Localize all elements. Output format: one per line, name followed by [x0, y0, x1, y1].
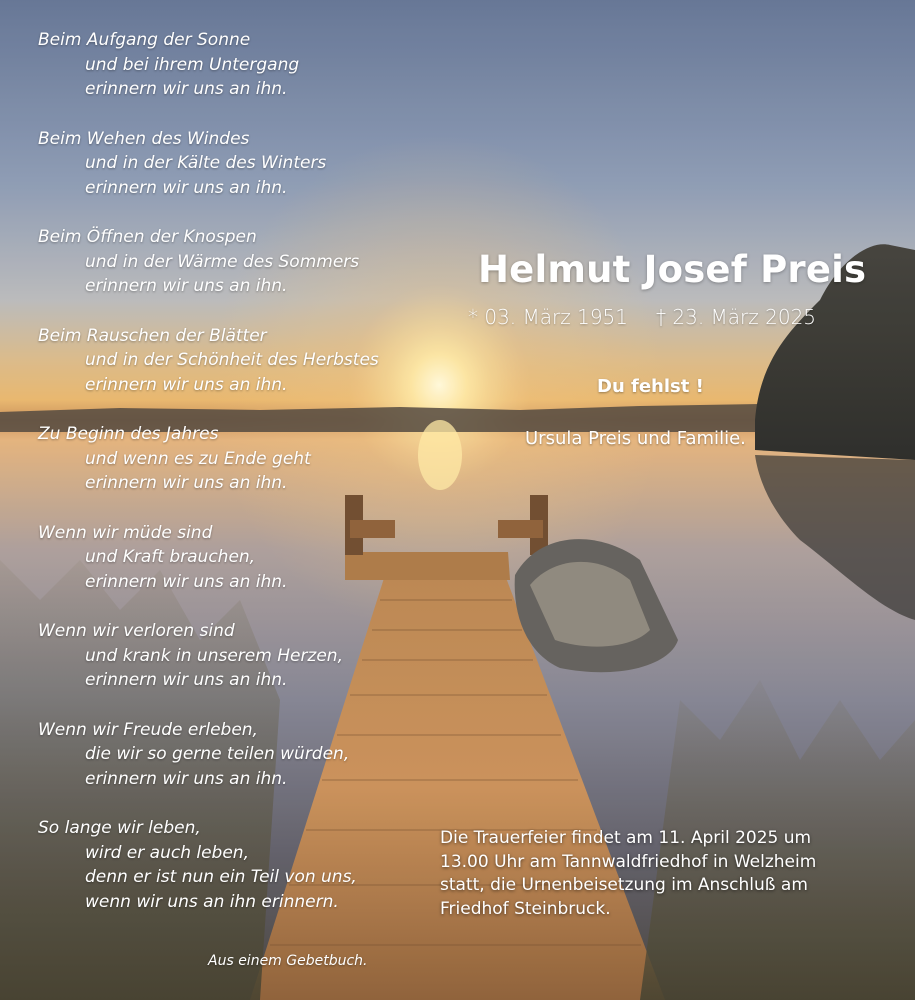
poem-line: und krank in unserem Herzen, [85, 645, 343, 666]
poem-stanza [38, 521, 438, 595]
poem-line: wenn wir uns an ihn erinnern. [85, 891, 339, 912]
poem-stanza [38, 816, 438, 914]
poem-line: denn er ist nun ein Teil von uns, [85, 867, 357, 887]
poem-line: wird er auch leben, [85, 842, 249, 863]
farewell-message: Du fehlst ! [597, 376, 704, 397]
life-dates [468, 305, 816, 329]
poem-line: erinnern wir uns an ihn. [85, 571, 288, 592]
poem-stanza [38, 127, 438, 201]
poem [38, 28, 438, 939]
poem-line: erinnern wir uns an ihn. [85, 177, 288, 198]
poem-line: Beim Wehen des Windes [38, 128, 250, 149]
poem-line: und in der Schönheit des Herbstes [85, 350, 379, 370]
poem-stanza [38, 718, 438, 792]
deceased-name: Helmut Josef Preis [478, 248, 867, 291]
poem-stanza [38, 225, 438, 299]
poem-line: Wenn wir Freude erleben, [38, 719, 258, 740]
poem-source: Aus einem Gebetbuch. [208, 953, 368, 969]
poem-line: und in der Wärme des Sommers [85, 251, 360, 272]
poem-line: Beim Aufgang der Sonne [38, 30, 251, 50]
funeral-line: 13.00 Uhr am Tannwaldfriedhof in Welzheim [440, 851, 817, 872]
funeral-notice [440, 827, 880, 921]
poem-stanza [38, 28, 438, 102]
poem-line: erinnern wir uns an ihn. [85, 768, 288, 789]
poem-stanza [38, 619, 438, 693]
poem-line: So lange wir leben, [38, 818, 201, 838]
poem-line: erinnern wir uns an ihn. [85, 473, 288, 493]
poem-line: und wenn es zu Ende geht [85, 448, 311, 469]
poem-line: und Kraft brauchen, [85, 547, 256, 567]
funeral-line: Friedhof Steinbruck. [440, 898, 611, 919]
poem-line: erinnern wir uns an ihn. [85, 79, 288, 99]
poem-line: erinnern wir uns an ihn. [85, 670, 288, 690]
poem-line: Beim Rauschen der Blätter [38, 325, 267, 346]
poem-line: erinnern wir uns an ihn. [85, 276, 288, 296]
death-date: † 23. März 2025 [656, 305, 817, 329]
mourners: Ursula Preis und Familie. [525, 428, 746, 449]
poem-line: Beim Öffnen der Knospen [38, 227, 257, 247]
poem-line: erinnern wir uns an ihn. [85, 374, 288, 395]
poem-stanza [38, 324, 438, 398]
poem-line: Wenn wir verloren sind [38, 621, 235, 641]
poem-line: und bei ihrem Untergang [85, 54, 300, 75]
funeral-line: statt, die Urnenbeisetzung im Anschluß am [440, 875, 808, 895]
poem-line: und in der Kälte des Winters [85, 153, 327, 173]
poem-line: Zu Beginn des Jahres [38, 424, 219, 444]
poem-line: die wir so gerne teilen würden, [85, 744, 350, 764]
birth-date: * 03. März 1951 [468, 305, 629, 329]
poem-stanza [38, 422, 438, 496]
funeral-line: Die Trauerfeier findet am 11. April 2025 um [440, 828, 812, 848]
poem-line: Wenn wir müde sind [38, 522, 213, 543]
